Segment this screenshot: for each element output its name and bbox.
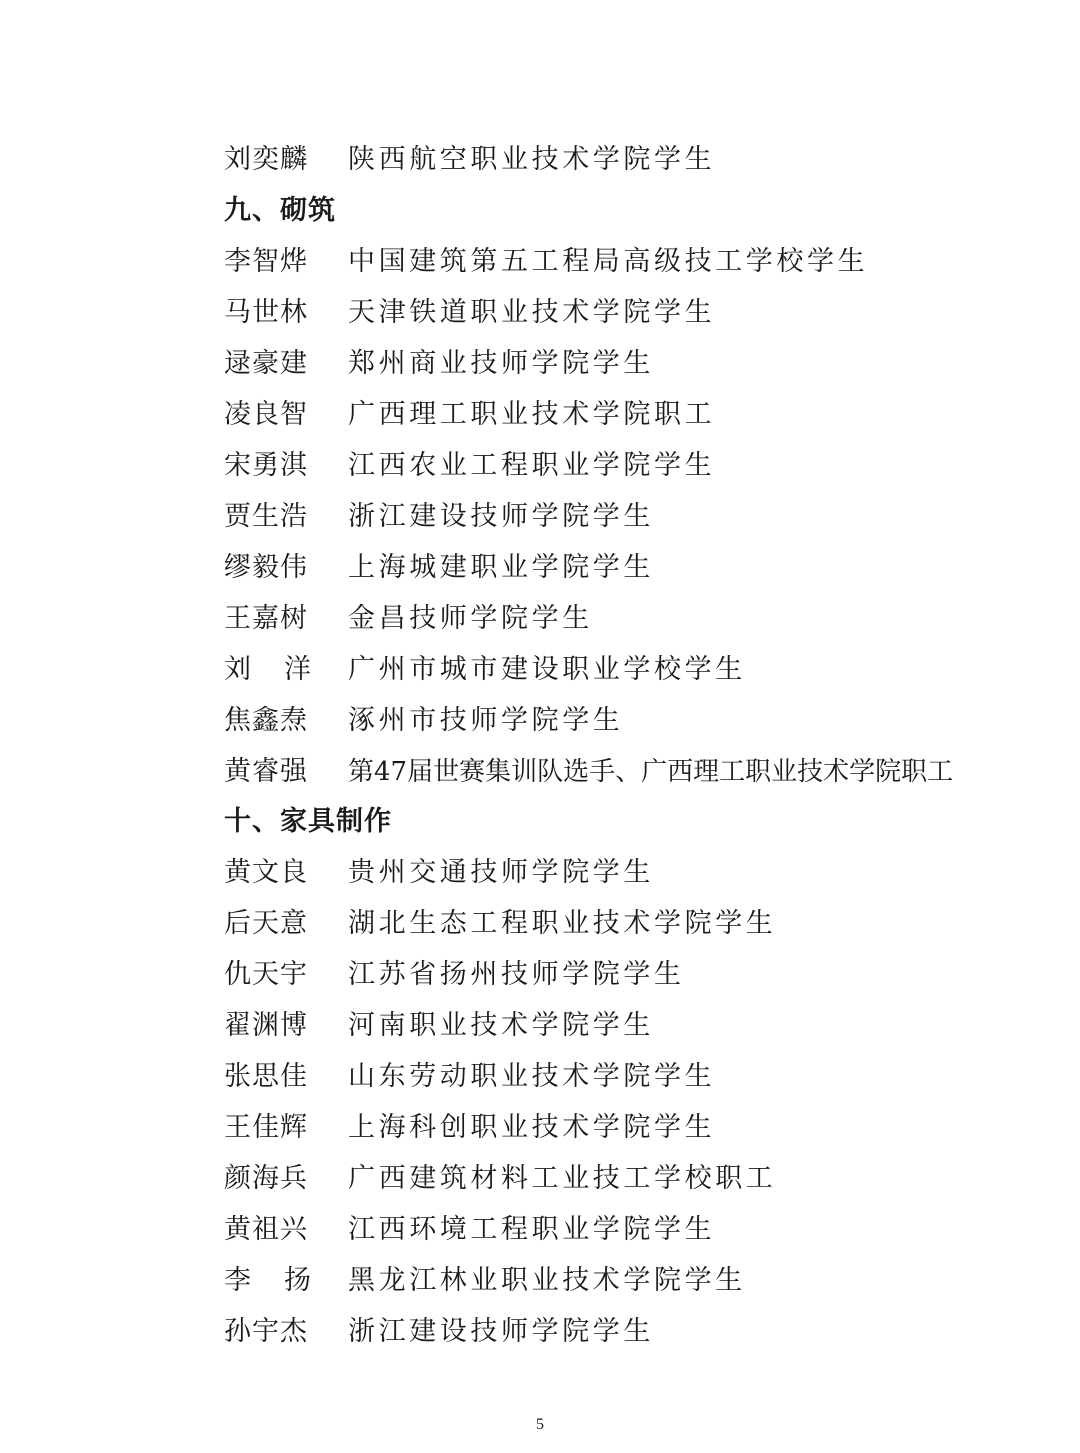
person-name: 王嘉树 xyxy=(224,603,308,634)
person-name: 贾生浩 xyxy=(224,501,308,532)
person-name: 缪毅伟 xyxy=(224,552,308,583)
section-heading: 十、家具制作 xyxy=(224,806,392,837)
affiliation: 广西建筑材料工业技工学校职工 xyxy=(348,1163,777,1194)
person-name: 凌良智 xyxy=(224,399,308,430)
affiliation: 湖北生态工程职业技术学院学生 xyxy=(348,908,777,939)
person-name: 黄文良 xyxy=(224,857,308,888)
affiliation: 黑龙江林业职业技术学院学生 xyxy=(348,1265,746,1296)
person-name xyxy=(224,1256,312,1306)
affiliation: 中国建筑第五工程局高级技工学校学生 xyxy=(348,246,869,277)
person-name-given: 扬 xyxy=(284,1265,312,1296)
affiliation: 陕西航空职业技术学院学生 xyxy=(348,144,716,175)
affiliation: 山东劳动职业技术学院学生 xyxy=(348,1061,716,1092)
affiliation: 金昌技师学院学生 xyxy=(348,603,593,634)
affiliation: 河南职业技术学院学生 xyxy=(348,1010,654,1041)
affiliation: 浙江建设技师学院学生 xyxy=(348,501,654,532)
affiliation: 江西环境工程职业学院学生 xyxy=(348,1214,716,1245)
person-name: 宋勇淇 xyxy=(224,450,308,481)
person-name: 黄祖兴 xyxy=(224,1214,308,1245)
person-name: 张思佳 xyxy=(224,1061,308,1092)
affiliation: 涿州市技师学院学生 xyxy=(348,705,624,736)
person-name: 孙宇杰 xyxy=(224,1316,308,1347)
person-name-surname: 刘 xyxy=(224,654,252,685)
person-name: 焦鑫焘 xyxy=(224,705,308,736)
affiliation: 江西农业工程职业学院学生 xyxy=(348,450,716,481)
person-name: 后天意 xyxy=(224,908,308,939)
affiliation: 浙江建设技师学院学生 xyxy=(348,1316,654,1347)
person-name: 黄睿强 xyxy=(224,756,308,787)
person-name: 王佳辉 xyxy=(224,1112,308,1143)
person-name: 李智烨 xyxy=(224,246,308,277)
page-number: 5 xyxy=(536,1416,544,1433)
affiliation: 上海科创职业技术学院学生 xyxy=(348,1112,716,1143)
person-name-given: 洋 xyxy=(284,654,312,685)
affiliation: 天津铁道职业技术学院学生 xyxy=(348,297,716,328)
person-name-surname: 李 xyxy=(224,1265,252,1296)
person-name xyxy=(224,645,312,695)
affiliation: 上海城建职业学院学生 xyxy=(348,552,654,583)
affiliation: 广西理工职业技术学院职工 xyxy=(348,399,716,430)
affiliation: 郑州商业技师学院学生 xyxy=(348,348,654,379)
person-name: 颜海兵 xyxy=(224,1163,308,1194)
person-name: 逯豪建 xyxy=(224,348,308,379)
affiliation: 广州市城市建设职业学校学生 xyxy=(348,654,746,685)
person-name: 马世林 xyxy=(224,297,308,328)
section-heading: 九、砌筑 xyxy=(224,195,336,226)
affiliation: 贵州交通技师学院学生 xyxy=(348,857,654,888)
person-name: 仇天宇 xyxy=(224,959,308,990)
affiliation: 江苏省扬州技师学院学生 xyxy=(348,959,685,990)
person-name: 翟渊博 xyxy=(224,1010,308,1041)
affiliation: 第47届世赛集训队选手、广西理工职业技术学院职工 xyxy=(348,757,954,787)
person-name: 刘奕麟 xyxy=(224,144,308,175)
